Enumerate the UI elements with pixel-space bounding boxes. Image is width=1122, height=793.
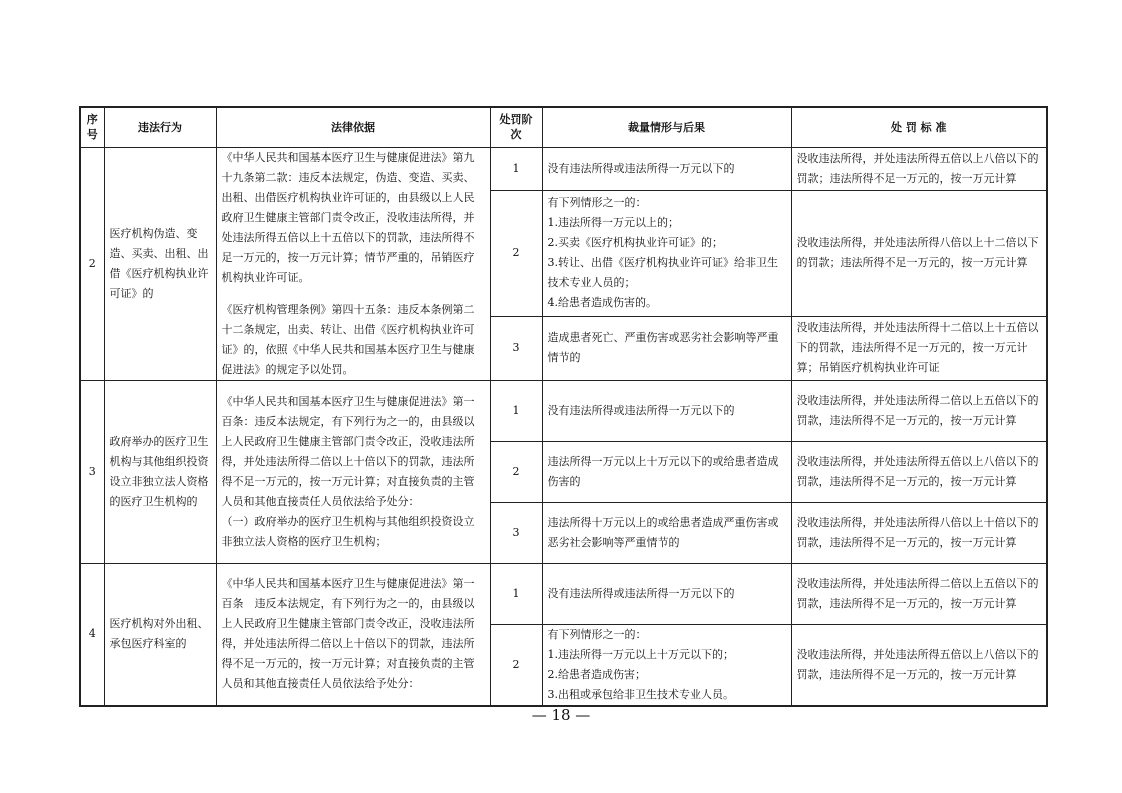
- legal-basis-text: （一）政府举办的医疗卫生机构与其他组织投资设立非独立法人资格的医疗卫生机构；: [221, 514, 475, 548]
- row-level: 3: [490, 502, 542, 563]
- header-circumstances: 裁量情形与后果: [542, 107, 791, 147]
- table-row: [80, 147, 1047, 190]
- row-circumstances: [542, 190, 791, 316]
- row-standard: 没收违法所得，并处违法所得五倍以上八倍以下的罚款，违法所得不足一万元的，按一万元计算: [791, 441, 1047, 502]
- row-standard: 没收违法所得，并处违法所得二倍以上五倍以下的罚款，违法所得不足一万元的，按一万元计算: [791, 380, 1047, 441]
- row-standard: 没收违法所得，并处违法所得十二倍以上十五倍以下的罚款，违法所得不足一万元的，按一万元计算；吊销医疗机构执业许可证: [791, 316, 1047, 380]
- circumstance-line: 1.违法所得一万元以上十万元以下的；: [547, 647, 734, 661]
- row-standard: 没收违法所得，并处违法所得八倍以上十二倍以下的罚款；违法所得不足一万元的，按一万元计算: [791, 190, 1047, 316]
- row-legal-basis: [216, 563, 490, 706]
- legal-basis-text: 《中华人民共和国基本医疗卫生与健康促进法》第九十九条第二款：违反本法规定，伪造、变造、买卖、出租、出借医疗机构执业许可证的，由县级以上人民政府卫生健康主管部门责令改正，没收违法所得，并处违法所得五倍以上十五倍以下的罚款，违法所得不足一万元的，按一万元计算；情节严重的，吊销医疗机构执业许可证。: [221, 150, 475, 284]
- circumstance-line: 3.出租或承包给非卫生技术专业人员。: [547, 687, 734, 701]
- row-level: 1: [490, 380, 542, 441]
- circumstance-line: 3.转让、出借《医疗机构执业许可证》给非卫生技术专业人员的；: [547, 256, 778, 290]
- row-circumstances: 违法所得一万元以上十万元以下的或给患者造成伤害的: [542, 441, 791, 502]
- header-level: 处罚阶次: [490, 107, 542, 147]
- table-row: [80, 380, 1047, 441]
- legal-basis-text: 《中华人民共和国基本医疗卫生与健康促进法》第一百条：违反本法规定，有下列行为之一的，由县级以上人民政府卫生健康主管部门责令改正，没收违法所得，并处违法所得二倍以上十倍以下的罚款，违法所得不足一万元的，按一万元计算；对直接负责的主管人员和其他直接责任人员依法给予处分：: [221, 394, 475, 508]
- header-violation: 违法行为: [104, 107, 216, 147]
- row-legal-basis: [216, 147, 490, 380]
- legal-basis-text: 《中华人民共和国基本医疗卫生与健康促进法》第一百条 违反本法规定，有下列行为之一的，由县级以上人民政府卫生健康主管部门责令改正，没收违法所得，并处违法所得二倍以上十倍以下的罚款，违法所得不足一万元的，按一万元计算；对直接负责的主管人员和其他直接责任人员依法给予处分：: [221, 577, 475, 691]
- row-standard: 没收违法所得，并处违法所得二倍以上五倍以下的罚款，违法所得不足一万元的，按一万元计算: [791, 563, 1047, 624]
- penalty-table: [79, 106, 1048, 707]
- circumstance-line: 2.买卖《医疗机构执业许可证》的；: [547, 236, 723, 250]
- row-level: 2: [490, 624, 542, 706]
- circumstance-line: 有下列情形之一的：: [547, 627, 647, 641]
- row-level: 2: [490, 190, 542, 316]
- header-standard: 处 罚 标 准: [791, 107, 1047, 147]
- header-basis: 法律依据: [216, 107, 490, 147]
- table-header-row: [80, 107, 1047, 147]
- row-circumstances: 没有违法所得或违法所得一万元以下的: [542, 147, 791, 190]
- row-standard: 没收违法所得，并处违法所得五倍以上八倍以下的罚款，违法所得不足一万元的，按一万元计算: [791, 624, 1047, 706]
- page-number: — 18 —: [531, 706, 591, 724]
- header-seq: 序号: [80, 107, 104, 147]
- circumstance-line: 2.给患者造成伤害；: [547, 667, 646, 681]
- row-standard: 没收违法所得，并处违法所得五倍以上八倍以下的罚款；违法所得不足一万元的，按一万元计算: [791, 147, 1047, 190]
- row-violation: 医疗机构对外出租、承包医疗科室的: [104, 563, 216, 706]
- circumstance-line: 4.给患者造成伤害的。: [547, 296, 657, 310]
- row-circumstances: 造成患者死亡、严重伤害或恶劣社会影响等严重情节的: [542, 316, 791, 380]
- row-standard: 没收违法所得，并处违法所得八倍以上十倍以下的罚款，违法所得不足一万元的，按一万元计算: [791, 502, 1047, 563]
- row-seq: 4: [80, 563, 104, 706]
- circumstance-line: 有下列情形之一的：: [547, 196, 647, 210]
- row-violation: 医疗机构伪造、变造、买卖、出租、出借《医疗机构执业许可证》的: [104, 147, 216, 380]
- row-circumstances: 没有违法所得或违法所得一万元以下的: [542, 380, 791, 441]
- row-violation: 政府举办的医疗卫生机构与其他组织投资设立非独立法人资格的医疗卫生机构的: [104, 380, 216, 563]
- row-circumstances: 违法所得十万元以上的或给患者造成严重伤害或恶劣社会影响等严重情节的: [542, 502, 791, 563]
- row-level: 1: [490, 147, 542, 190]
- row-level: 3: [490, 316, 542, 380]
- row-circumstances: 没有违法所得或违法所得一万元以下的: [542, 563, 791, 624]
- row-legal-basis: [216, 380, 490, 563]
- row-level: 1: [490, 563, 542, 624]
- row-circumstances: [542, 624, 791, 706]
- table-row: [80, 563, 1047, 624]
- legal-basis-text: 《医疗机构管理条例》第四十五条：违反本条例第二十二条规定，出卖、转让、出借《医疗机构执业许可证》的，依照《中华人民共和国基本医疗卫生与健康促进法》的规定予以处罚。: [221, 302, 475, 376]
- row-seq: 2: [80, 147, 104, 380]
- circumstance-line: 1.违法所得一万元以上的；: [547, 216, 679, 230]
- row-level: 2: [490, 441, 542, 502]
- row-seq: 3: [80, 380, 104, 563]
